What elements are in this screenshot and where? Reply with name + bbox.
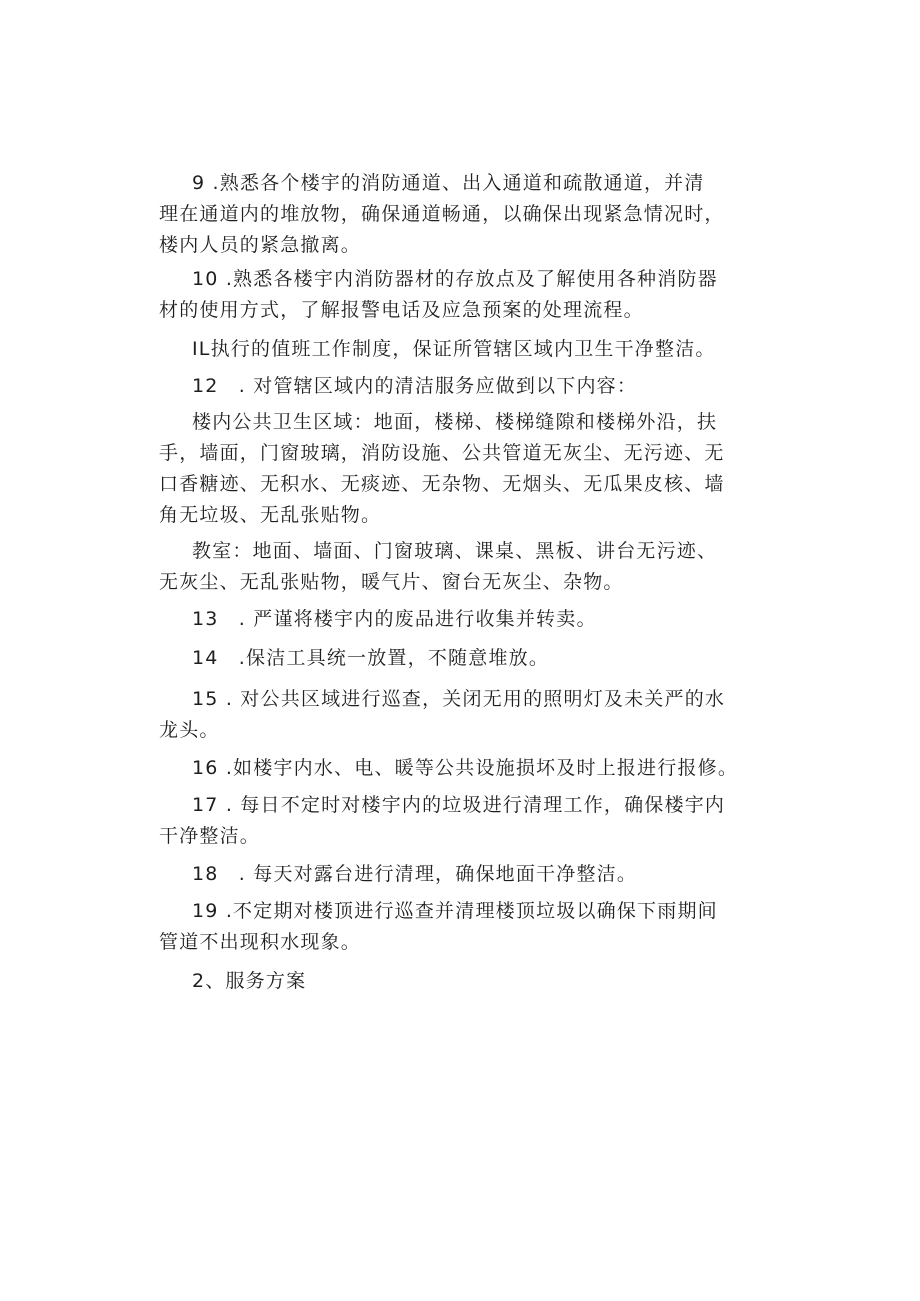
text-line: 楼内人员的紧急撤离。 <box>159 234 362 256</box>
text-line: 无灰尘、无乱张贴物，暖气片、窗台无灰尘、杂物。 <box>159 571 624 593</box>
text-line: 手，墙面，门窗玻璃，消防设施、公共管道无灰尘、无污迹、无 <box>159 442 725 464</box>
text-line: 楼内公共卫生区域：地面，楼梯、楼梯缝隙和楼梯外沿，扶 <box>192 411 718 433</box>
section-heading-service-plan <box>159 966 779 997</box>
text-line: 龙头。 <box>159 719 220 741</box>
paragraph-item-18 <box>159 859 779 890</box>
text-line: 角无垃圾、无乱张贴物。 <box>159 504 382 526</box>
text-line: 12 . 对管辖区域内的清洁服务应做到以下内容： <box>192 375 638 397</box>
text-line: 理在通道内的堆放物，确保通道畅通，以确保出现紧急情况时， <box>159 203 725 225</box>
text-line: IL执行的值班工作制度，保证所管辖区域内卫生干净整洁。 <box>192 338 716 360</box>
paragraph-public-area <box>159 407 779 531</box>
text-line: 材的使用方式，了解报警电话及应急预案的处理流程。 <box>159 299 644 321</box>
text-line: 13 . 严谨将楼宇内的废品进行收集并转卖。 <box>192 608 597 630</box>
text-line: 15 . 对公共区域进行巡查，关闭无用的照明灯及未关严的水 <box>192 688 726 710</box>
paragraph-item-13 <box>159 604 779 635</box>
text-line: 2、服务方案 <box>192 970 307 992</box>
text-line: 10 .熟悉各楼宇内消防器材的存放点及了解使用各种消防器 <box>192 268 718 290</box>
text-line: 18 . 每天对露台进行清理，确保地面干净整洁。 <box>192 863 638 885</box>
paragraph-classroom <box>159 536 779 598</box>
paragraph-item-19 <box>159 896 779 958</box>
text-line: 教室：地面、墙面、门窗玻璃、课桌、黑板、讲台无污迹、 <box>192 540 718 562</box>
text-line: 口香糖迹、无积水、无痰迹、无杂物、无烟头、无瓜果皮核、墙 <box>159 473 725 495</box>
text-line: 19 .不定期对楼顶进行巡查并清理楼顶垃圾以确保下雨期间 <box>192 900 718 922</box>
paragraph-item-16 <box>159 753 779 784</box>
text-line: 干净整洁。 <box>159 825 261 847</box>
text-line: 17 . 每日不定时对楼宇内的垃圾进行清理工作，确保楼宇内 <box>192 794 726 816</box>
text-line: 14 .保洁工具统一放置，不随意堆放。 <box>192 647 550 669</box>
paragraph-item-11 <box>159 334 779 365</box>
text-line: 16 .如楼宇内水、电、暖等公共设施损坏及时上报进行报修。 <box>192 757 739 779</box>
text-line: 管道不出现积水现象。 <box>159 931 362 953</box>
paragraph-item-14 <box>159 643 779 674</box>
paragraph-item-17 <box>159 790 779 852</box>
text-line: 9 .熟悉各个楼宇的消防通道、出入通道和疏散通道，并清 <box>192 172 705 194</box>
paragraph-item-10 <box>159 264 779 326</box>
paragraph-item-15 <box>159 684 779 746</box>
paragraph-item-9 <box>159 168 779 261</box>
paragraph-item-12 <box>159 371 779 402</box>
